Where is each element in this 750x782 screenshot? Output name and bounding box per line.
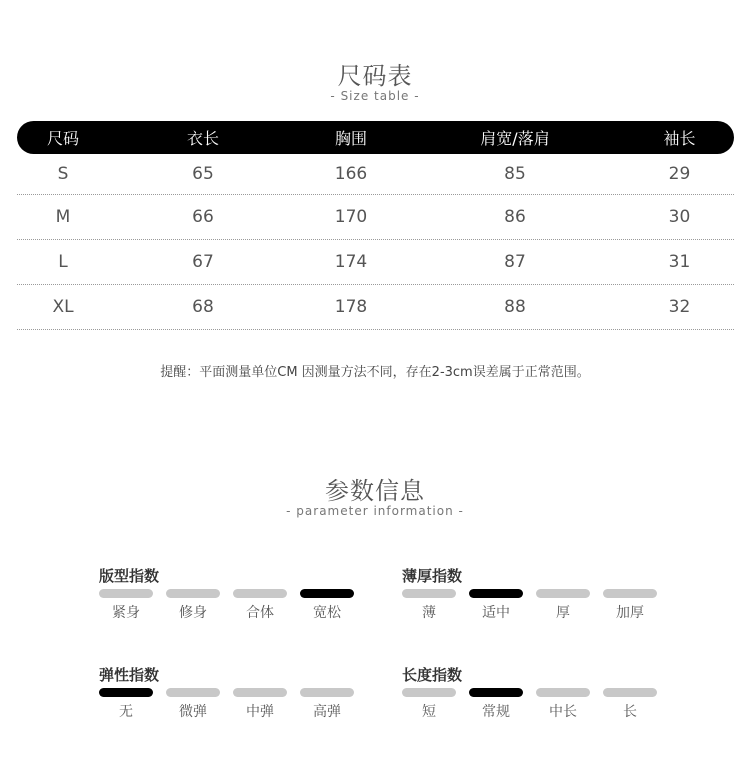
param-bar [536, 589, 590, 598]
cell-length: 67 [192, 252, 214, 272]
cell-shoulder: 85 [504, 164, 526, 184]
param-group-title: 长度指数 [402, 666, 463, 684]
header-length: 衣长 [186, 129, 219, 148]
param-bar [469, 589, 523, 598]
cell-sleeve: 29 [668, 164, 691, 184]
param-group-title: 薄厚指数 [402, 567, 463, 585]
cell-sleeve: 30 [668, 207, 691, 227]
param-option-label: 中弹 [246, 704, 274, 720]
param-option [233, 688, 287, 721]
param-option-label: 微弹 [179, 704, 207, 720]
param-group-thickness [402, 565, 702, 622]
param-bar [469, 688, 523, 697]
cell-chest: 178 [334, 297, 368, 317]
param-option [300, 589, 354, 622]
cell-chest: 170 [334, 207, 368, 227]
param-option-label: 厚 [556, 605, 570, 621]
table-row [17, 285, 734, 330]
param-option-label: 修身 [179, 605, 207, 621]
param-option [402, 589, 456, 622]
cell-shoulder: 88 [504, 297, 526, 317]
param-group-title: 弹性指数 [99, 666, 160, 684]
param-option [166, 589, 220, 622]
parameters-title: 参数信息 [325, 477, 425, 505]
param-bar [603, 688, 657, 697]
measurement-note: 提醒：平面测量单位CM 因测量方法不同，存在2-3cm误差属于正常范围。 [160, 365, 590, 380]
param-group-title: 版型指数 [99, 567, 160, 585]
header-size: 尺码 [46, 129, 79, 148]
param-option-label: 高弹 [313, 704, 341, 720]
param-option [233, 589, 287, 622]
cell-chest: 174 [334, 252, 368, 272]
param-option [402, 688, 456, 721]
param-bar [166, 688, 220, 697]
param-bar [300, 688, 354, 697]
param-group-elasticity [99, 664, 399, 721]
param-bar [166, 589, 220, 598]
param-option-label: 紧身 [112, 605, 140, 621]
cell-size: S [57, 164, 69, 184]
param-bar [603, 589, 657, 598]
table-row [17, 240, 734, 285]
cell-sleeve: 32 [668, 297, 691, 317]
param-option-label: 无 [119, 704, 133, 720]
param-option-label: 合体 [246, 605, 274, 621]
param-option [469, 688, 523, 721]
param-option [603, 589, 657, 622]
table-row [17, 154, 734, 195]
cell-shoulder: 87 [504, 252, 526, 272]
param-option [99, 688, 153, 721]
cell-sleeve: 31 [668, 252, 691, 272]
param-group-fit [99, 565, 399, 622]
size-table [17, 121, 734, 330]
cell-chest: 166 [334, 164, 368, 184]
param-bar [233, 688, 287, 697]
param-option-label: 中长 [549, 704, 577, 720]
param-option-label: 适中 [482, 605, 510, 621]
param-option [99, 589, 153, 622]
param-bar [300, 589, 354, 598]
header-chest: 胸围 [334, 129, 367, 148]
header-shoulder: 肩宽/落肩 [480, 129, 550, 148]
cell-size: M [55, 207, 71, 227]
param-option-label: 加厚 [616, 605, 644, 621]
size-table-title: 尺码表 [337, 62, 413, 90]
param-option [536, 589, 590, 622]
cell-length: 66 [192, 207, 214, 227]
param-option-label: 常规 [482, 704, 510, 720]
cell-shoulder: 86 [504, 207, 526, 227]
param-bar [99, 688, 153, 697]
size-table-subtitle: - Size table - [330, 89, 420, 103]
param-option-label: 长 [623, 704, 637, 720]
param-option-label: 宽松 [313, 605, 341, 621]
table-row [17, 195, 734, 240]
param-option [469, 589, 523, 622]
cell-size: XL [52, 297, 74, 317]
param-option-label: 短 [422, 704, 436, 720]
size-table-header [17, 121, 734, 154]
cell-length: 68 [192, 297, 214, 317]
param-option [300, 688, 354, 721]
param-option [536, 688, 590, 721]
param-bar [233, 589, 287, 598]
cell-length: 65 [192, 164, 214, 184]
param-option-label: 薄 [422, 605, 436, 621]
header-sleeve: 袖长 [663, 129, 696, 148]
param-bar [536, 688, 590, 697]
cell-size: L [58, 252, 68, 272]
param-group-length [402, 664, 702, 721]
param-option [166, 688, 220, 721]
param-bar [402, 688, 456, 697]
param-option [603, 688, 657, 721]
param-bar [402, 589, 456, 598]
param-bar [99, 589, 153, 598]
parameters-subtitle: - parameter information - [286, 504, 464, 518]
